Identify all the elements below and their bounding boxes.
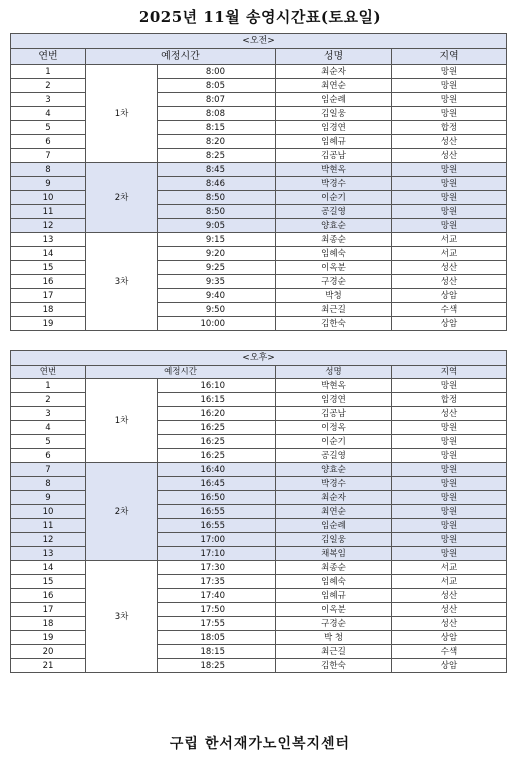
region: 망원: [392, 421, 507, 435]
person-name: 박현옥: [276, 163, 392, 177]
region: 서교: [392, 561, 507, 575]
person-name: 박 청: [276, 631, 392, 645]
table-row: [11, 533, 507, 547]
person-name: 공길영: [276, 449, 392, 463]
row-number: 5: [11, 435, 86, 449]
row-number: 9: [11, 491, 86, 505]
region: 망원: [392, 93, 507, 107]
table-row: [11, 589, 507, 603]
scheduled-time: 17:40: [158, 589, 276, 603]
table-row: [11, 617, 507, 631]
scheduled-time: 16:25: [158, 435, 276, 449]
scheduled-time: 18:15: [158, 645, 276, 659]
region: 망원: [392, 107, 507, 121]
scheduled-time: 8:45: [158, 163, 276, 177]
person-name: 박청: [276, 289, 392, 303]
row-number: 3: [11, 93, 86, 107]
row-number: 1: [11, 379, 86, 393]
row-number: 13: [11, 547, 86, 561]
person-name: 채복임: [276, 547, 392, 561]
table-row: [11, 233, 507, 247]
scheduled-time: 8:05: [158, 79, 276, 93]
organization-name: 구립 한서재가노인복지센터: [169, 736, 351, 752]
person-name: 임순례: [276, 519, 392, 533]
scheduled-time: 16:25: [158, 421, 276, 435]
row-number: 10: [11, 191, 86, 205]
person-name: 구경순: [276, 617, 392, 631]
person-name: 임혜규: [276, 589, 392, 603]
row-number: 3: [11, 407, 86, 421]
row-number: 8: [11, 163, 86, 177]
row-number: 6: [11, 449, 86, 463]
person-name: 최종순: [276, 561, 392, 575]
group-label: 1차: [86, 379, 158, 463]
person-name: 이순기: [276, 191, 392, 205]
table-row: [11, 547, 507, 561]
person-name: 최근길: [276, 303, 392, 317]
scheduled-time: 8:00: [158, 65, 276, 79]
row-number: 16: [11, 589, 86, 603]
scheduled-time: 16:55: [158, 519, 276, 533]
column-header-time: 예정시간: [86, 49, 276, 65]
table-row: [11, 121, 507, 135]
scheduled-time: 8:20: [158, 135, 276, 149]
scheduled-time: 17:30: [158, 561, 276, 575]
table-row: [11, 135, 507, 149]
scheduled-time: 16:10: [158, 379, 276, 393]
region: 성산: [392, 407, 507, 421]
scheduled-time: 16:50: [158, 491, 276, 505]
scheduled-time: 9:15: [158, 233, 276, 247]
table-row: [11, 219, 507, 233]
scheduled-time: 8:46: [158, 177, 276, 191]
person-name: 김일웅: [276, 107, 392, 121]
table-row: [11, 149, 507, 163]
table-row: [11, 317, 507, 331]
table-row: [11, 275, 507, 289]
table-row: [11, 379, 507, 393]
table-row: [11, 645, 507, 659]
row-number: 13: [11, 233, 86, 247]
table-row: [11, 631, 507, 645]
table-body: [11, 379, 507, 673]
row-number: 11: [11, 205, 86, 219]
scheduled-time: 17:00: [158, 533, 276, 547]
row-number: 18: [11, 303, 86, 317]
row-number: 17: [11, 289, 86, 303]
scheduled-time: 17:50: [158, 603, 276, 617]
scheduled-time: 9:20: [158, 247, 276, 261]
table-row: [11, 435, 507, 449]
table-row: [11, 107, 507, 121]
region: 망원: [392, 491, 507, 505]
person-name: 임혜규: [276, 135, 392, 149]
row-number: 7: [11, 463, 86, 477]
table-row: [11, 177, 507, 191]
person-name: 이옥분: [276, 603, 392, 617]
scheduled-time: 9:40: [158, 289, 276, 303]
person-name: 박현옥: [276, 379, 392, 393]
region: 성산: [392, 589, 507, 603]
person-name: 이정옥: [276, 421, 392, 435]
row-number: 19: [11, 317, 86, 331]
row-number: 19: [11, 631, 86, 645]
table-row: [11, 463, 507, 477]
section-title: <오후>: [11, 351, 507, 366]
region: 상암: [392, 631, 507, 645]
region: 성산: [392, 603, 507, 617]
person-name: 최연순: [276, 505, 392, 519]
row-number: 18: [11, 617, 86, 631]
row-number: 4: [11, 107, 86, 121]
person-name: 박경수: [276, 477, 392, 491]
table-body: [11, 65, 507, 331]
region: 망원: [392, 177, 507, 191]
row-number: 8: [11, 477, 86, 491]
row-number: 2: [11, 79, 86, 93]
row-number: 15: [11, 575, 86, 589]
table-row: [11, 303, 507, 317]
scheduled-time: 9:35: [158, 275, 276, 289]
table-row: [11, 659, 507, 673]
table-row: [11, 65, 507, 79]
region: 망원: [392, 449, 507, 463]
row-number: 17: [11, 603, 86, 617]
person-name: 김한숙: [276, 317, 392, 331]
table-row: [11, 561, 507, 575]
group-label: 3차: [86, 233, 158, 331]
region: 상암: [392, 659, 507, 673]
region: 망원: [392, 205, 507, 219]
row-number: 15: [11, 261, 86, 275]
region: 망원: [392, 65, 507, 79]
row-number: 16: [11, 275, 86, 289]
table-row: [11, 407, 507, 421]
scheduled-time: 17:35: [158, 575, 276, 589]
person-name: 김일웅: [276, 533, 392, 547]
region: 합정: [392, 393, 507, 407]
table-row: [11, 261, 507, 275]
scheduled-time: 8:15: [158, 121, 276, 135]
region: 망원: [392, 219, 507, 233]
scheduled-time: 10:00: [158, 317, 276, 331]
region: 성산: [392, 275, 507, 289]
region: 망원: [392, 547, 507, 561]
table-row: [11, 603, 507, 617]
region: 성산: [392, 617, 507, 631]
region: 수색: [392, 303, 507, 317]
row-number: 6: [11, 135, 86, 149]
row-number: 4: [11, 421, 86, 435]
table-row: [11, 191, 507, 205]
scheduled-time: 17:55: [158, 617, 276, 631]
table-row: [11, 93, 507, 107]
row-number: 1: [11, 65, 86, 79]
row-number: 5: [11, 121, 86, 135]
scheduled-time: 16:45: [158, 477, 276, 491]
table-row: [11, 205, 507, 219]
table-row: [11, 289, 507, 303]
row-number: 10: [11, 505, 86, 519]
group-label: 2차: [86, 463, 158, 561]
person-name: 최연순: [276, 79, 392, 93]
region: 망원: [392, 463, 507, 477]
person-name: 김공남: [276, 407, 392, 421]
person-name: 임순례: [276, 93, 392, 107]
region: 성산: [392, 135, 507, 149]
region: 성산: [392, 261, 507, 275]
group-label: 2차: [86, 163, 158, 233]
scheduled-time: 16:20: [158, 407, 276, 421]
region: 망원: [392, 533, 507, 547]
region: 상암: [392, 289, 507, 303]
person-name: 공길영: [276, 205, 392, 219]
table-row: [11, 421, 507, 435]
region: 망원: [392, 519, 507, 533]
table-row: [11, 575, 507, 589]
table-row: [11, 477, 507, 491]
region: 망원: [392, 379, 507, 393]
region: 망원: [392, 505, 507, 519]
region: 서교: [392, 575, 507, 589]
scheduled-time: 18:05: [158, 631, 276, 645]
table-row: [11, 491, 507, 505]
scheduled-time: 9:50: [158, 303, 276, 317]
scheduled-time: 16:40: [158, 463, 276, 477]
region: 상암: [392, 317, 507, 331]
person-name: 최순자: [276, 65, 392, 79]
person-name: 양효순: [276, 219, 392, 233]
afternoon-schedule-table: [10, 350, 507, 673]
person-name: 김공남: [276, 149, 392, 163]
region: 성산: [392, 149, 507, 163]
person-name: 박경수: [276, 177, 392, 191]
scheduled-time: 18:25: [158, 659, 276, 673]
region: 망원: [392, 435, 507, 449]
row-number: 7: [11, 149, 86, 163]
column-header-no: 연번: [11, 49, 86, 65]
scheduled-time: 8:08: [158, 107, 276, 121]
person-name: 최종순: [276, 233, 392, 247]
person-name: 임경연: [276, 393, 392, 407]
morning-schedule-table: [10, 33, 507, 331]
scheduled-time: 9:25: [158, 261, 276, 275]
person-name: 양효순: [276, 463, 392, 477]
row-number: 14: [11, 247, 86, 261]
region: 망원: [392, 163, 507, 177]
scheduled-time: 16:25: [158, 449, 276, 463]
region: 망원: [392, 477, 507, 491]
row-number: 12: [11, 219, 86, 233]
column-header-no: 연번: [11, 366, 86, 379]
region: 수색: [392, 645, 507, 659]
table-row: [11, 163, 507, 177]
person-name: 임혜숙: [276, 247, 392, 261]
row-number: 12: [11, 533, 86, 547]
person-name: 구경순: [276, 275, 392, 289]
scheduled-time: 9:05: [158, 219, 276, 233]
scheduled-time: 8:25: [158, 149, 276, 163]
table-row: [11, 449, 507, 463]
region: 망원: [392, 79, 507, 93]
row-number: 20: [11, 645, 86, 659]
column-header-region: 지역: [392, 366, 507, 379]
row-number: 2: [11, 393, 86, 407]
scheduled-time: 8:07: [158, 93, 276, 107]
region: 서교: [392, 233, 507, 247]
scheduled-time: 8:50: [158, 191, 276, 205]
region: 망원: [392, 191, 507, 205]
row-number: 11: [11, 519, 86, 533]
scheduled-time: 16:15: [158, 393, 276, 407]
person-name: 임혜숙: [276, 575, 392, 589]
row-number: 14: [11, 561, 86, 575]
table-row: [11, 393, 507, 407]
table-row: [11, 505, 507, 519]
column-header-region: 지역: [392, 49, 507, 65]
person-name: 임경연: [276, 121, 392, 135]
column-header-name: 성명: [276, 366, 392, 379]
row-number: 21: [11, 659, 86, 673]
group-label: 3차: [86, 561, 158, 673]
table-row: [11, 247, 507, 261]
scheduled-time: 8:50: [158, 205, 276, 219]
person-name: 이순기: [276, 435, 392, 449]
scheduled-time: 16:55: [158, 505, 276, 519]
row-number: 9: [11, 177, 86, 191]
table-row: [11, 79, 507, 93]
page-title: 2025년 11월 송영시간표(토요일): [138, 8, 382, 26]
group-label: 1차: [86, 65, 158, 163]
person-name: 이옥분: [276, 261, 392, 275]
scheduled-time: 17:10: [158, 547, 276, 561]
column-header-name: 성명: [276, 49, 392, 65]
region: 서교: [392, 247, 507, 261]
region: 합정: [392, 121, 507, 135]
section-title: <오전>: [11, 34, 507, 49]
person-name: 김한숙: [276, 659, 392, 673]
table-row: [11, 519, 507, 533]
person-name: 최근길: [276, 645, 392, 659]
person-name: 최순자: [276, 491, 392, 505]
column-header-time: 예정시간: [86, 366, 276, 379]
